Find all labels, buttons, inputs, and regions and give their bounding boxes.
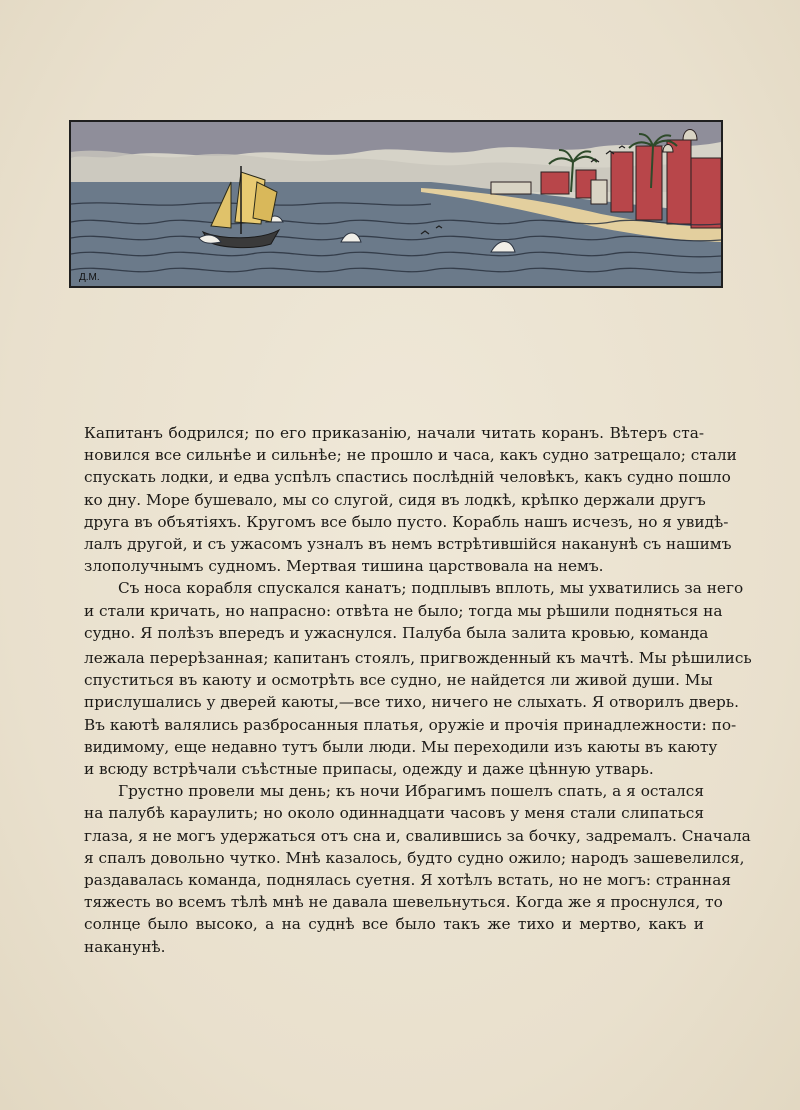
text-block-lower (84, 647, 752, 958)
text-line: видимому, еще недавно тутъ были люди. Мы переходили изъ каюты въ каюту (84, 737, 718, 756)
text-line: прислушались у дверей каюты,—все тихо, ничего не слыхать. Я отворилъ дверь. (84, 693, 739, 712)
text-block-upper (84, 422, 744, 644)
text-line: и всюду встрѣчали съѣстные припасы, одежду и даже цѣнную утварь. (84, 760, 654, 779)
text-line: Капитанъ бодрился; по его приказанію, начали читать коранъ. Вѣтеръ ста- (84, 424, 704, 442)
text-line: глаза, я не могъ удержаться отъ сна и, свалившись за бочку, задремалъ. Сначала (84, 826, 751, 845)
text-line: Грустно провели мы день; къ ночи Ибрагимъ пошелъ спать, а я остался (118, 782, 704, 801)
text-line: наканунѣ. (84, 937, 166, 956)
text-line: и стали кричать, но напрасно: отвѣта не было; тогда мы рѣшили подняться на (84, 601, 723, 620)
text-line: спуститься въ каюту и осмотрѣть все судно, не найдется ли живой души. Мы (84, 671, 713, 690)
sea-ship-city-illustration (69, 120, 723, 288)
text-line: ко дну. Море бушевало, мы со слугой, сидя въ лодкѣ, крѣпко держали другъ (84, 490, 706, 509)
text-line: злополучнымъ судномъ. Мертвая тишина царствовала на немъ. (84, 557, 604, 576)
text-line: судно. Я полѣзъ впередъ и ужаснулся. Палуба была залита кровью, команда (84, 623, 709, 642)
text-line: я спалъ довольно чутко. Мнѣ казалось, будто судно ожило; народъ зашевелился, (84, 848, 745, 867)
text-line: Съ носа корабля спускался канатъ; подплывъ вплоть, мы ухватились за него (118, 579, 744, 598)
text-line: спускать лодки, и едва успѣлъ спастись послѣдній человѣкъ, какъ судно пошло (84, 468, 731, 487)
text-line: на палубѣ караулить; но около одиннадцати часовъ у меня стали слипаться (84, 804, 704, 823)
text-line: лалъ другой, и съ ужасомъ узналъ въ немъ встрѣтившійся наканунѣ съ нашимъ (84, 535, 732, 554)
text-line: друга въ объятіяхъ. Кругомъ все было пусто. Корабль нашъ исчезъ, но я увидѣ- (84, 512, 729, 531)
text-line: лежала перерѣзанная; капитанъ стоялъ, пригвожденный къ мачтѣ. Мы рѣшились (84, 649, 752, 667)
illustration-signature: Д.М. (79, 272, 100, 283)
text-line: новился все сильнѣе и сильнѣе; не прошло и часа, какъ судно затрещало; стали (84, 446, 737, 465)
text-line: солнце было высоко, а на суднѣ все было такъ же тихо и мертво, какъ и (84, 915, 704, 934)
text-line: раздавалась команда, поднялась суетня. Я хотѣлъ встать, но не могъ: странная (84, 871, 731, 890)
text-line: тяжесть во всемъ тѣлѣ мнѣ не давала шевельнуться. Когда же я проснулся, то (84, 893, 723, 912)
text-line: Въ каютѣ валялись разбросанныя платья, оружіе и прочія принадлежности: по- (84, 715, 737, 734)
